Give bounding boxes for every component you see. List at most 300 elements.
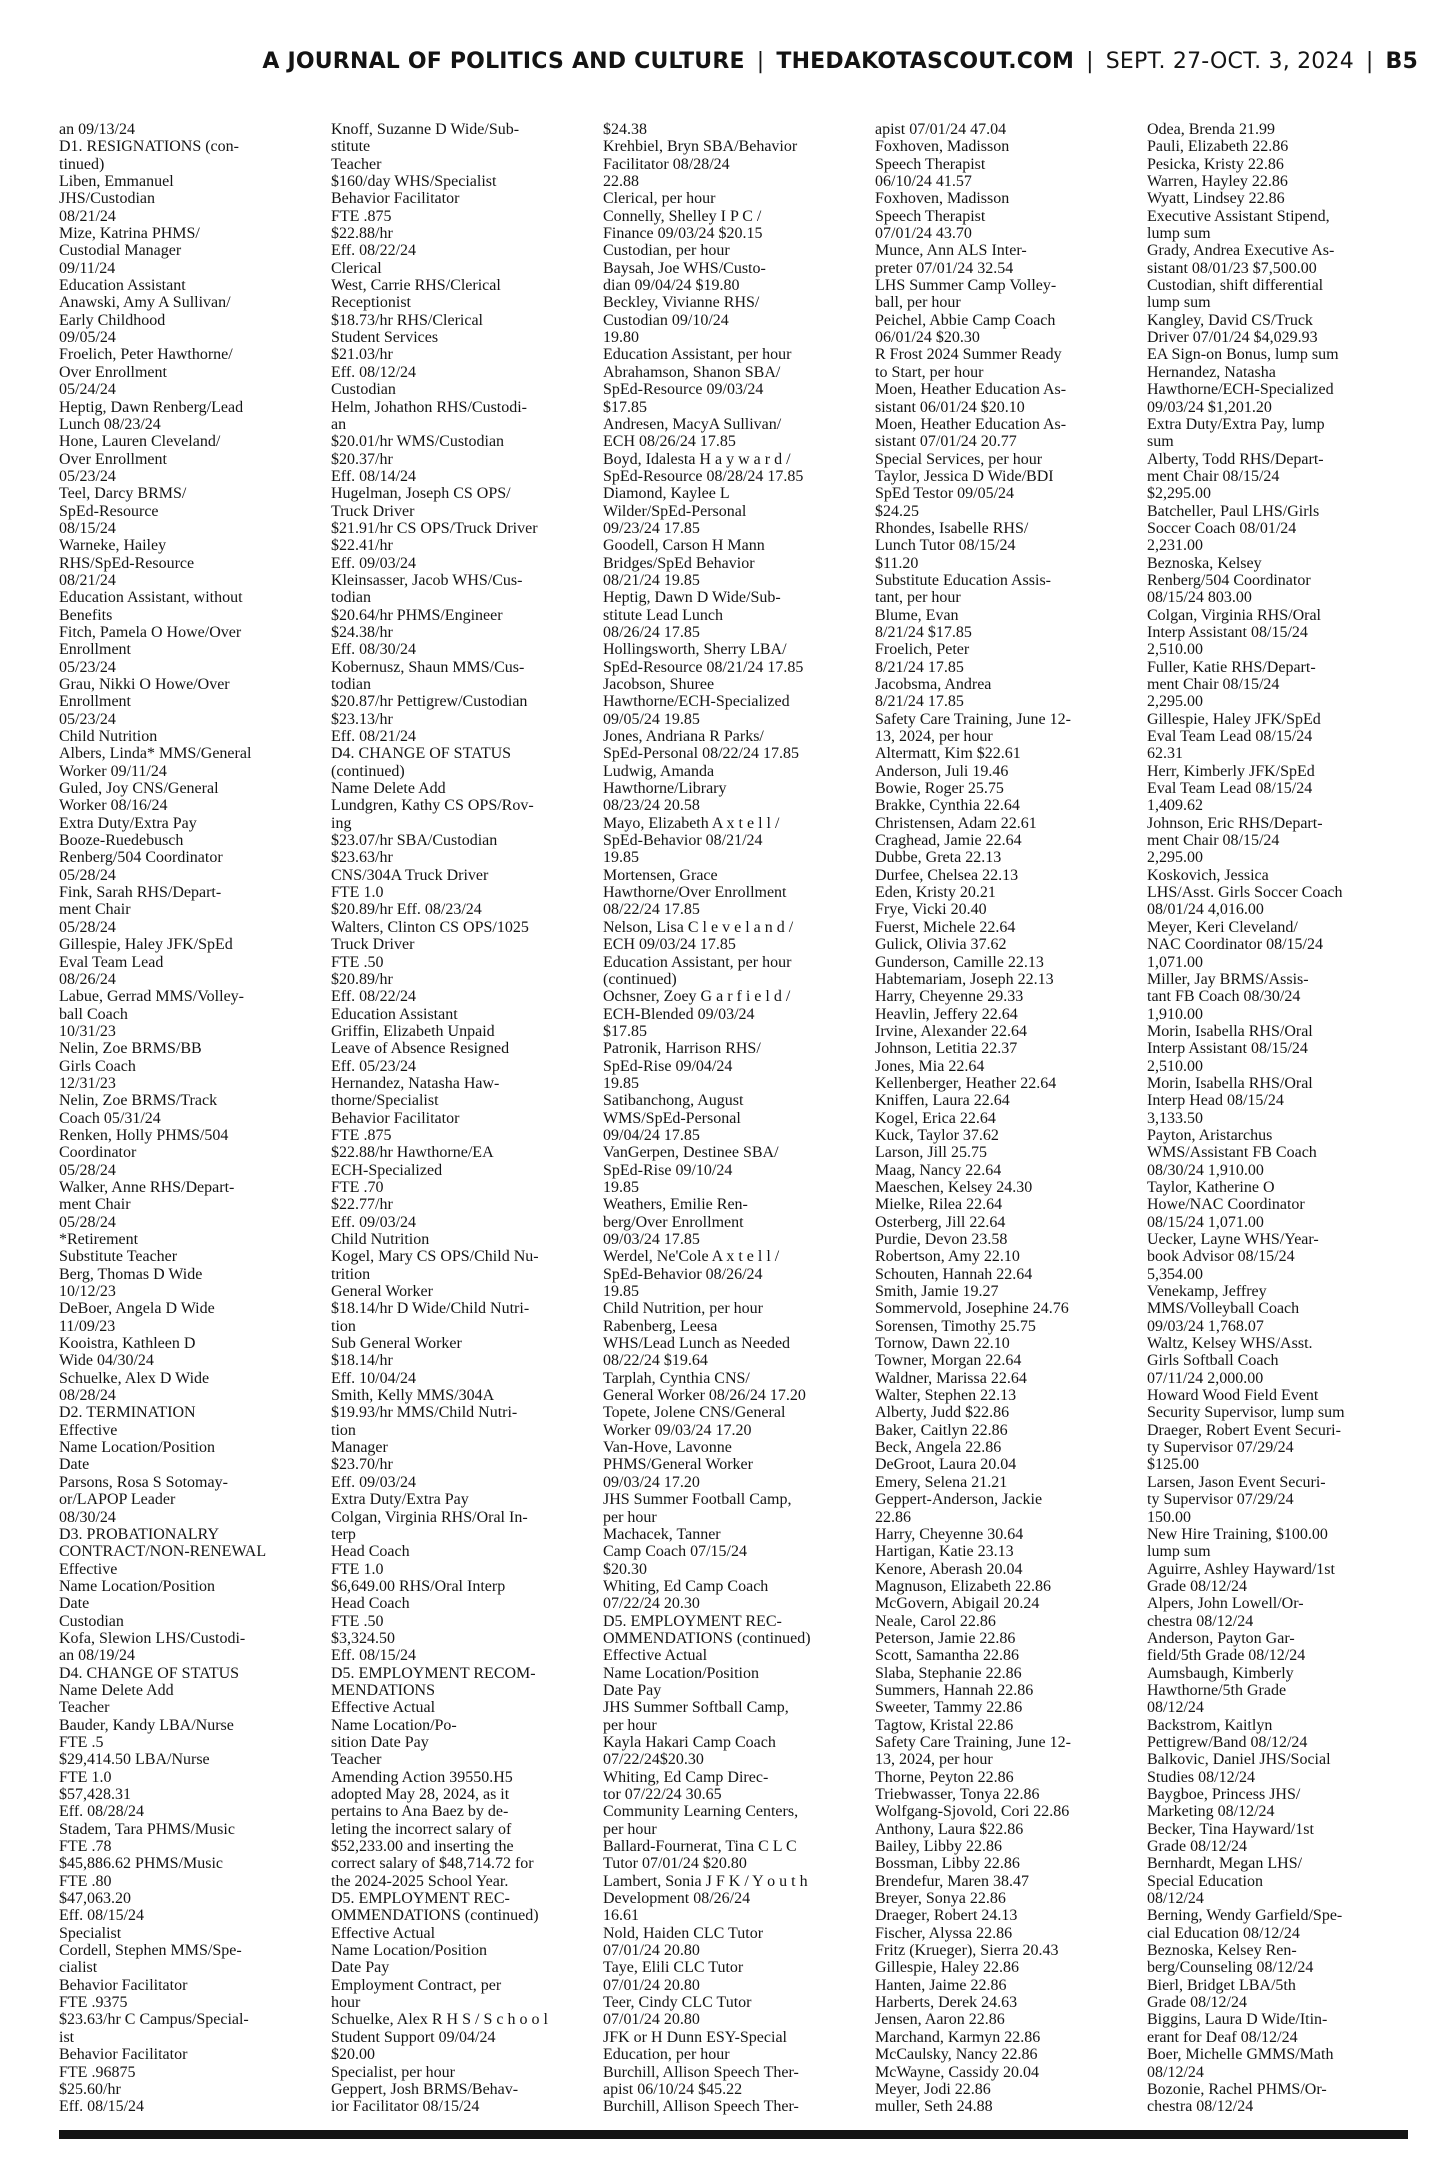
notice-line: Blume, Evan [875, 606, 959, 624]
notice-line: Girls Softball Coach [1147, 1352, 1279, 1370]
notice-line: 19.85 [603, 849, 639, 867]
notice-line: hour [331, 1994, 361, 2012]
notice-line: tor 07/22/24 30.65 [603, 1786, 722, 1803]
notice-line: Walters, Clinton CS OPS/1025 [331, 918, 529, 936]
notice-line: tion [331, 1317, 356, 1335]
notice-line: Pauli, Elizabeth 22.86 [1147, 138, 1289, 156]
notice-line: Biggins, Laura D Wide/Itin- [1147, 2011, 1328, 2029]
notice-line: Kobernusz, Shaun MMS/Cus- [331, 658, 525, 676]
notice-line: ECH-Specialized [331, 1161, 443, 1179]
notice-line: Eff. 08/15/24 [59, 2098, 145, 2116]
notice-line: ment Chair 08/15/24 [1147, 676, 1280, 693]
notice-line: Lunch 08/23/24 [59, 415, 161, 433]
notice-line: Bossman, Libby 22.86 [875, 1855, 1020, 1873]
header-separator: | [1365, 48, 1374, 74]
notice-line: Booze-Ruedebusch [59, 832, 184, 850]
notice-line: Fuller, Katie RHS/Depart- [1147, 658, 1316, 676]
notice-line: Johnson, Eric RHS/Depart- [1147, 814, 1323, 832]
notice-line: Berg, Thomas D Wide [59, 1265, 203, 1283]
notice-line: 19.80 [603, 329, 639, 347]
notice-line: Colgan, Virginia RHS/Oral In- [331, 1508, 528, 1526]
notice-line: Waltz, Kelsey WHS/Asst. [1147, 1335, 1313, 1353]
notice-line: Hone, Lauren Cleveland/ [59, 433, 221, 451]
column-4 [875, 121, 1135, 2123]
notice-line: Name Delete Add [331, 780, 446, 798]
notice-line: Jacobson, Shuree [603, 676, 715, 693]
notice-line: Coordinator [59, 1144, 137, 1162]
notice-line: SpEd-Resource 08/21/24 17.85 [603, 658, 804, 676]
notice-line: Rhondes, Isabelle RHS/ [875, 519, 1029, 537]
notice-line: Stadem, Tara PHMS/Music [59, 1820, 235, 1838]
notice-line: 1,409.62 [1147, 797, 1203, 815]
notice-line: Warneke, Hailey [59, 537, 167, 555]
notice-line: Extra Duty/Extra Pay, lump [1147, 415, 1325, 433]
notice-line: DeGroot, Laura 20.04 [875, 1456, 1017, 1474]
notice-line: $23.70/hr [331, 1456, 393, 1474]
notice-line: tant FB Coach 08/30/24 [1147, 988, 1301, 1006]
notice-line: LHS/Asst. Girls Soccer Coach [1147, 884, 1343, 902]
notice-line: Backstrom, Kaitlyn [1147, 1716, 1273, 1734]
issue-date: SEPT. 27-OCT. 3, 2024 [1105, 48, 1354, 74]
notice-line: todian [331, 676, 371, 693]
notice-line: Pesicka, Kristy 22.86 [1147, 155, 1284, 173]
notice-line: 08/21/24 [59, 571, 116, 589]
notice-line: Odea, Brenda 21.99 [1147, 121, 1275, 138]
notice-line: per hour [603, 1716, 657, 1734]
notice-line: D5. EMPLOYMENT RECOM- [331, 1664, 536, 1682]
notice-line: Heptig, Dawn D Wide/Sub- [603, 589, 781, 607]
notice-line: FTE .875 [331, 207, 392, 225]
notice-line: Driver 07/01/24 $4,029.93 [1147, 329, 1318, 347]
notice-line: Hartigan, Katie 23.13 [875, 1543, 1014, 1561]
notice-line: Eff. 05/23/24 [331, 1057, 417, 1075]
notice-line: Baker, Caitlyn 22.86 [875, 1421, 1008, 1439]
notice-line: Custodian [59, 1612, 124, 1630]
notice-line: Over Enrollment [59, 363, 167, 381]
notice-line: Beck, Angela 22.86 [875, 1439, 1002, 1457]
notice-line: sition Date Pay [331, 1733, 429, 1751]
notice-line: Truck Driver [331, 502, 415, 520]
notice-line: 62.31 [1147, 745, 1183, 763]
notice-line: Teacher [59, 1699, 110, 1717]
notice-line: Name Location/Position [331, 1942, 487, 1960]
notice-line: Draeger, Robert 24.13 [875, 1907, 1018, 1925]
notice-line: Gillespie, Haley JFK/SpEd [1147, 710, 1321, 728]
notice-line: Magnuson, Elizabeth 22.86 [875, 1577, 1051, 1595]
notice-line: Special Education [1147, 1872, 1263, 1890]
notice-line: Leave of Absence Resigned [331, 1040, 510, 1058]
notice-line: Scott, Samantha 22.86 [875, 1647, 1019, 1665]
notice-line: dian 09/04/24 $19.80 [603, 277, 740, 295]
notice-line: Parsons, Rosa S Sotomay- [59, 1473, 228, 1491]
notice-line: Education, per hour [603, 2046, 730, 2064]
notice-line: 2,295.00 [1147, 849, 1203, 867]
notice-line: Eff. 08/28/24 [59, 1803, 145, 1821]
notice-line: Interp Assistant 08/15/24 [1147, 623, 1308, 641]
notice-line: 08/01/24 4,016.00 [1147, 901, 1264, 919]
notice-line: Custodian, per hour [603, 242, 730, 260]
notice-line: Eval Team Lead 08/15/24 [1147, 728, 1313, 746]
notice-line: 07/01/24 20.80 [603, 1976, 700, 1994]
notice-line: Bailey, Libby 22.86 [875, 1838, 1002, 1856]
notice-line: MMS/Volleyball Coach [1147, 1300, 1300, 1318]
notice-line: Walker, Anne RHS/Depart- [59, 1178, 235, 1196]
notice-line: $57,428.31 [59, 1786, 131, 1803]
notice-line: McGovern, Abigail 20.24 [875, 1595, 1040, 1613]
notice-line: berg/Counseling 08/12/24 [1147, 1959, 1314, 1977]
notice-line: Meyer, Jodi 22.86 [875, 2080, 991, 2098]
notice-line: JHS/Custodian [59, 190, 156, 208]
notice-line: Kooistra, Kathleen D [59, 1335, 196, 1353]
notice-line: D5. EMPLOYMENT REC- [603, 1612, 782, 1630]
notice-line: FTE .9375 [59, 1994, 128, 2012]
notice-line: 09/05/24 [59, 329, 116, 347]
notice-line: 05/28/24 [59, 1161, 116, 1179]
notice-line: Alberty, Judd $22.86 [875, 1404, 1010, 1422]
notice-line: 8/21/24 17.85 [875, 693, 964, 711]
notice-line: 08/12/24 [1147, 2063, 1204, 2081]
notice-line: 2,295.00 [1147, 693, 1203, 711]
notice-line: Peichel, Abbie Camp Coach [875, 311, 1056, 329]
notice-line: Slaba, Stephanie 22.86 [875, 1664, 1022, 1682]
notice-line: $19.93/hr MMS/Child Nutri- [331, 1404, 518, 1422]
notice-line: Child Nutrition [331, 1231, 430, 1248]
notice-line: Harberts, Derek 24.63 [875, 1994, 1018, 2012]
notice-line: Munce, Ann ALS Inter- [875, 242, 1027, 260]
notice-line: WHS/Lead Lunch as Needed [603, 1335, 791, 1353]
notice-line: Hawthorne/ECH-Specialized [1147, 381, 1334, 399]
notice-line: Executive Assistant Stipend, [1147, 207, 1330, 225]
notice-line: Date [59, 1456, 90, 1474]
notice-line: Name Location/Position [59, 1577, 215, 1595]
page-header [0, 44, 1418, 78]
notice-line: Schouten, Hannah 22.64 [875, 1265, 1033, 1283]
notice-line: Behavior Facilitator [59, 1976, 188, 1994]
notice-line: FTE .96875 [59, 2063, 136, 2081]
notice-line: Waldner, Marissa 22.64 [875, 1369, 1027, 1387]
notice-line: $17.85 [603, 398, 647, 416]
notice-line: Nold, Haiden CLC Tutor [603, 1924, 764, 1942]
notice-line: Foxhoven, Madisson [875, 190, 1010, 208]
notice-line: Jacobsma, Andrea [875, 676, 992, 693]
notice-line: Draeger, Robert Event Securi- [1147, 1421, 1341, 1439]
notice-line: $20.00 [331, 2046, 375, 2064]
notice-line: Eval Team Lead 08/15/24 [1147, 780, 1313, 798]
notice-line: Griffin, Elizabeth Unpaid [331, 1022, 495, 1040]
notice-line: tant, per hour [875, 589, 961, 607]
notice-line: $22.88/hr Hawthorne/EA [331, 1144, 494, 1162]
notice-line: Mize, Katrina PHMS/ [59, 225, 200, 243]
notice-line: Labue, Gerrad MMS/Volley- [59, 988, 244, 1006]
notice-line: Camp Coach 07/15/24 [603, 1543, 747, 1561]
notice-line: FTE .5 [59, 1733, 104, 1751]
notice-line: apist 06/10/24 $45.22 [603, 2080, 743, 2098]
notice-line: Custodian, shift differential [1147, 277, 1324, 295]
notice-line: 09/05/24 19.85 [603, 710, 700, 728]
notice-line: Interp Assistant 08/15/24 [1147, 1040, 1308, 1058]
notice-line: Marketing 08/12/24 [1147, 1803, 1275, 1821]
notice-line: lump sum [1147, 225, 1211, 243]
notice-line: Bozonie, Rachel PHMS/Or- [1147, 2080, 1327, 2098]
notice-line: Benefits [59, 606, 113, 624]
notice-line: Tagtow, Kristal 22.86 [875, 1716, 1014, 1734]
notice-line: Towner, Morgan 22.64 [875, 1352, 1022, 1370]
notice-line: Education Assistant, per hour [603, 953, 792, 971]
notice-line: chestra 08/12/24 [1147, 1612, 1254, 1630]
notice-line: Eval Team Lead [59, 953, 164, 971]
notice-line: Koskovich, Jessica [1147, 866, 1269, 884]
notice-line: Grady, Andrea Executive As- [1147, 242, 1335, 260]
notice-line: Durfee, Chelsea 22.13 [875, 866, 1019, 884]
notice-line: muller, Seth 24.88 [875, 2098, 993, 2116]
notice-line: Sommervold, Josephine 24.76 [875, 1300, 1069, 1318]
column-3 [603, 121, 863, 2123]
notice-line: SpEd Testor 09/05/24 [875, 485, 1015, 503]
notice-line: Behavior Facilitator [59, 2046, 188, 2064]
notice-line: Effective Actual [331, 1699, 436, 1717]
notice-line: Hernandez, Natasha [1147, 363, 1276, 381]
notice-line: Guled, Joy CNS/General [59, 780, 219, 798]
notice-line: Employment Contract, per [331, 1976, 502, 1994]
notice-line: $22.77/hr [331, 1196, 393, 1214]
notice-line: D1. RESIGNATIONS (con- [59, 138, 239, 156]
notice-line: $52,233.00 and inserting the [331, 1838, 514, 1856]
notice-line: Hugelman, Joseph CS OPS/ [331, 485, 511, 503]
notice-line: 09/03/24 1,768.07 [1147, 1317, 1264, 1335]
notice-line: Taylor, Katherine O [1147, 1178, 1275, 1196]
notice-line: Breyer, Sonya 22.86 [875, 1890, 1006, 1908]
notice-line: the 2024-2025 School Year. [331, 1872, 509, 1890]
notice-line: Payton, Aristarchus [1147, 1126, 1273, 1144]
notice-line: 12/31/23 [59, 1074, 116, 1092]
notice-line: WMS/SpEd-Personal [603, 1109, 741, 1127]
notice-line: 08/22/24 17.85 [603, 901, 700, 919]
notice-line: Smith, Jamie 19.27 [875, 1283, 999, 1301]
notice-line: Sorensen, Timothy 25.75 [875, 1317, 1036, 1335]
notice-line: Robertson, Amy 22.10 [875, 1248, 1020, 1266]
notice-line: Nelson, Lisa C l e v e l a n d / [603, 918, 794, 936]
notice-line: Sweeter, Tammy 22.86 [875, 1699, 1023, 1717]
notice-line: Altermatt, Kim $22.61 [875, 745, 1021, 763]
notice-line: 07/01/24 20.80 [603, 2011, 700, 2029]
notice-line: Nelin, Zoe BRMS/Track [59, 1092, 218, 1110]
notice-line: 08/15/24 [59, 519, 116, 537]
notice-line: Jensen, Aaron 22.86 [875, 2011, 1005, 2029]
notice-line: Behavior Facilitator [331, 1109, 460, 1127]
notice-line: 19.85 [603, 1283, 639, 1301]
notice-line: terp [331, 1525, 356, 1543]
notice-line: Manager [331, 1439, 388, 1457]
notice-line: 07/01/24 20.80 [603, 1942, 700, 1960]
notice-line: Kangley, David CS/Truck [1147, 311, 1313, 329]
notice-line: Irvine, Alexander 22.64 [875, 1022, 1027, 1040]
notice-line: Hawthorne/Library [603, 780, 727, 798]
notice-line: OMMENDATIONS (continued) [331, 1907, 539, 1925]
notice-line: 05/23/24 [59, 710, 116, 728]
notice-line: Kayla Hakari Camp Coach [603, 1733, 776, 1751]
notice-line: Clerical, per hour [603, 190, 716, 208]
notice-line: 05/28/24 [59, 1213, 116, 1231]
notice-line: Anderson, Payton Gar- [1147, 1629, 1295, 1647]
notice-line: Kenore, Aberash 20.04 [875, 1560, 1023, 1578]
notice-line: Satibanchong, August [603, 1092, 744, 1110]
notice-line: Morin, Isabella RHS/Oral [1147, 1074, 1313, 1092]
notice-line: 8/21/24 17.85 [875, 658, 964, 676]
notice-line: Eff. 09/03/24 [331, 554, 417, 572]
notice-line: 3,133.50 [1147, 1109, 1203, 1127]
notice-line: Christensen, Adam 22.61 [875, 814, 1037, 832]
notice-line: chestra 08/12/24 [1147, 2098, 1254, 2116]
notice-line: $125.00 [1147, 1456, 1199, 1474]
notice-line: 07/22/24$20.30 [603, 1751, 704, 1769]
notice-line: ment Chair [59, 1196, 131, 1214]
notice-line: Sub General Worker [331, 1335, 462, 1353]
notice-line: Harry, Cheyenne 30.64 [875, 1525, 1024, 1543]
notice-line: VanGerpen, Destinee SBA/ [603, 1144, 779, 1162]
notice-line: Teer, Cindy CLC Tutor [603, 1994, 752, 2012]
notice-line: 09/04/24 17.85 [603, 1126, 700, 1144]
notice-line: Whiting, Ed Camp Direc- [603, 1768, 769, 1786]
notice-line: Maag, Nancy 22.64 [875, 1161, 1002, 1179]
notice-line: Taylor, Jessica D Wide/BDI [875, 467, 1054, 485]
notice-line: SpEd-Behavior 08/21/24 [603, 832, 763, 850]
notice-line: (continued) [331, 762, 405, 780]
notice-line: Summers, Hannah 22.86 [875, 1681, 1034, 1699]
notice-line: ment Chair 08/15/24 [1147, 832, 1280, 850]
notice-line: adopted May 28, 2024, as it [331, 1786, 510, 1803]
notice-line: ECH 09/03/24 17.85 [603, 936, 736, 954]
notice-line: Receptionist [331, 294, 411, 312]
notice-line: 09/03/24 17.20 [603, 1473, 700, 1491]
notice-line: 07/01/24 43.70 [875, 225, 972, 243]
notice-line: FTE 1.0 [59, 1768, 112, 1786]
notice-line: Brendefur, Maren 38.47 [875, 1872, 1029, 1890]
notice-line: 10/12/23 [59, 1283, 116, 1301]
notice-line: Hawthorne/Over Enrollment [603, 884, 787, 902]
notice-line: Helm, Johathon RHS/Custodi- [331, 398, 528, 416]
notice-line: Substitute Teacher [59, 1248, 178, 1266]
notice-line: 05/23/24 [59, 658, 116, 676]
notice-line: Alberty, Todd RHS/Depart- [1147, 450, 1324, 468]
notice-line: ist [59, 2028, 75, 2046]
notice-line: Speech Therapist [875, 155, 986, 173]
notice-line: correct salary of $48,714.72 for [331, 1855, 534, 1873]
notice-line: Grau, Nikki O Howe/Over [59, 676, 230, 693]
notice-line: Behavior Facilitator [331, 190, 460, 208]
notice-line: 05/28/24 [59, 918, 116, 936]
notice-line: Fritz (Krueger), Sierra 20.43 [875, 1942, 1059, 1960]
notice-line: Renberg/504 Coordinator [1147, 571, 1311, 589]
notice-line: $20.89/hr Eff. 08/23/24 [331, 901, 482, 919]
notice-line: Knoff, Suzanne D Wide/Sub- [331, 121, 520, 138]
notice-line: 22.86 [875, 1508, 911, 1526]
notice-line: Kogel, Mary CS OPS/Child Nu- [331, 1248, 539, 1266]
notice-line: Eff. 08/15/24 [331, 1647, 417, 1665]
notice-line: Date [59, 1595, 90, 1613]
notice-line: 1,910.00 [1147, 1005, 1203, 1023]
notice-line: Finance 09/03/24 $20.15 [603, 225, 763, 243]
notice-line: 08/22/24 $19.64 [603, 1352, 708, 1370]
notice-line: Neale, Carol 22.86 [875, 1612, 996, 1630]
notice-line: 5,354.00 [1147, 1265, 1203, 1283]
notice-line: Date Pay [331, 1959, 390, 1977]
notice-line: Beznoska, Kelsey [1147, 554, 1262, 572]
notice-line: Kniffen, Laura 22.64 [875, 1092, 1010, 1110]
notice-line: Child Nutrition, per hour [603, 1300, 763, 1318]
notice-line: Connelly, Shelley I P C / [603, 207, 762, 225]
notice-line: Patronik, Harrison RHS/ [603, 1040, 761, 1058]
notice-line: todian [331, 589, 371, 607]
notice-line: Head Coach [331, 1595, 410, 1613]
notice-line: Andresen, MacyA Sullivan/ [603, 415, 782, 433]
notice-line: Goodell, Carson H Mann [603, 537, 765, 555]
notice-line: Pettigrew/Band 08/12/24 [1147, 1733, 1308, 1751]
notice-line: Coach 05/31/24 [59, 1109, 161, 1127]
notice-line: Van-Hove, Lavonne [603, 1439, 732, 1457]
notice-line: Hernandez, Natasha Haw- [331, 1074, 500, 1092]
notice-line: Effective [59, 1560, 118, 1578]
notice-line: Dubbe, Greta 22.13 [875, 849, 1002, 867]
notice-line: Werdel, Ne'Cole A x t e l l / [603, 1248, 780, 1266]
notice-line: sum [1147, 433, 1174, 451]
notice-line: 08/26/24 17.85 [603, 623, 700, 641]
notice-line: Craghead, Jamie 22.64 [875, 832, 1022, 850]
notice-line: ball, per hour [875, 294, 961, 312]
notice-line: 16.61 [603, 1907, 639, 1925]
notice-line: Head Coach [331, 1543, 410, 1561]
notice-line: WMS/Assistant FB Coach [1147, 1144, 1317, 1162]
notice-line: Grade 08/12/24 [1147, 1994, 1247, 2012]
notice-line: tion [331, 1421, 356, 1439]
notice-line: Enrollment [59, 641, 131, 659]
notice-line: 08/15/24 803.00 [1147, 589, 1252, 607]
column-5 [1147, 121, 1407, 2123]
notice-line: Beckley, Vivianne RHS/ [603, 294, 760, 312]
notice-line: Becker, Tina Hayward/1st [1147, 1820, 1314, 1838]
notice-line: Wyatt, Lindsey 22.86 [1147, 190, 1285, 208]
notice-line: 09/11/24 [59, 259, 116, 277]
notice-line: Bierl, Bridget LBA/5th [1147, 1976, 1296, 1994]
notice-line: Alpers, John Lowell/Or- [1147, 1595, 1304, 1613]
notice-line: ty Supervisor 07/29/24 [1147, 1439, 1294, 1457]
notice-line: Soccer Coach 08/01/24 [1147, 519, 1297, 537]
notice-line: cialist [59, 1959, 98, 1977]
notice-line: Safety Care Training, June 12- [875, 710, 1071, 728]
notice-line: Moen, Heather Education As- [875, 415, 1067, 433]
notice-line: FTE .50 [331, 1612, 384, 1630]
notice-line: Taye, Elili CLC Tutor [603, 1959, 744, 1977]
notice-line: $22.41/hr [331, 537, 393, 555]
notice-line: or/LAPOP Leader [59, 1491, 176, 1509]
notice-line: FTE .78 [59, 1838, 112, 1856]
notice-line: Osterberg, Jill 22.64 [875, 1213, 1006, 1231]
notice-line: Gulick, Olivia 37.62 [875, 936, 1007, 954]
notice-line: D2. TERMINATION [59, 1404, 196, 1422]
notice-line: FTE .50 [331, 953, 384, 971]
notice-line: $22.88/hr [331, 225, 393, 243]
notice-line: Gunderson, Camille 22.13 [875, 953, 1044, 971]
notice-line: $24.38 [603, 121, 647, 138]
notice-line: Bowie, Roger 25.75 [875, 780, 1004, 798]
notice-line: 07/22/24 20.30 [603, 1595, 700, 1613]
notice-line: FTE .70 [331, 1178, 384, 1196]
notice-line: 08/12/24 [1147, 1890, 1204, 1908]
notice-line: Studies 08/12/24 [1147, 1768, 1256, 1786]
notice-line: Burchill, Allison Speech Ther- [603, 2098, 799, 2116]
notice-line: Kuck, Taylor 37.62 [875, 1126, 999, 1144]
notice-line: Hollingsworth, Sherry LBA/ [603, 641, 787, 659]
notice-line: Custodian [331, 381, 396, 399]
